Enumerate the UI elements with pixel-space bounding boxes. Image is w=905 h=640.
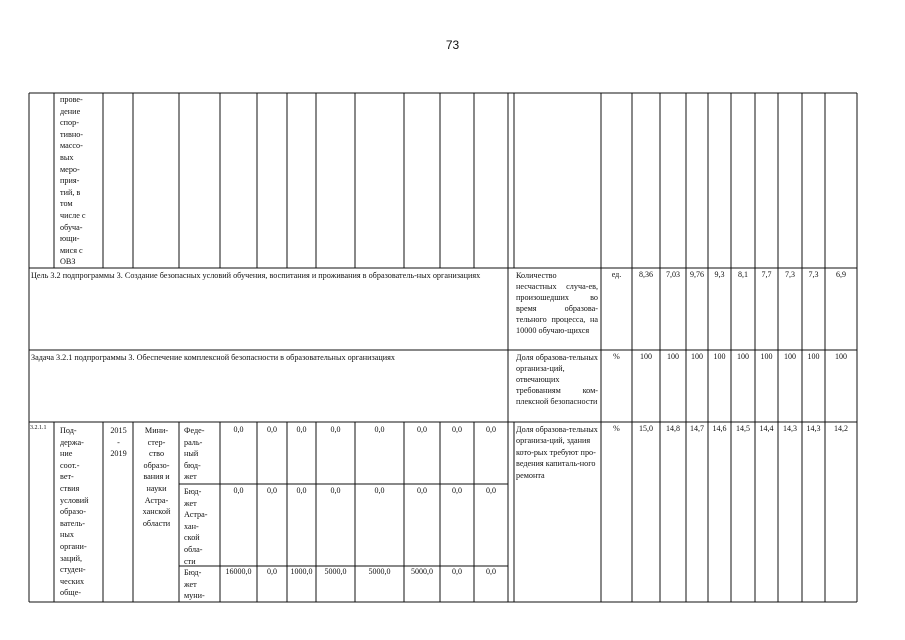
- measure-value-cell: 14,7: [690, 424, 704, 433]
- goal-value-cell: 7,3: [785, 270, 795, 279]
- measure-code: 3.2.1.1: [30, 425, 47, 431]
- funding-value-cell: 0,0: [374, 486, 385, 495]
- funding-value-cell: 1000,0: [290, 567, 313, 576]
- measure-value-cell: 14,4: [759, 424, 774, 433]
- funding-value-cell: 0,0: [267, 425, 277, 434]
- goal-value-cell: 9,3: [714, 270, 725, 279]
- task-value-cell: 100: [640, 352, 652, 361]
- funding-value-cell: 0,0: [486, 567, 496, 576]
- task-unit: %: [613, 352, 620, 361]
- funding-value-cell: 0,0: [233, 425, 244, 434]
- task-value-cell: 100: [807, 352, 820, 361]
- task-text: Задача 3.2.1 подпрограммы 3. Обеспечение комплексной безопасности в образовательных организациях: [31, 353, 396, 362]
- source-municipal: Бюд- жет муни-: [184, 568, 205, 601]
- funding-value-cell: 0,0: [267, 567, 277, 576]
- goal-value-cell: 8,36: [639, 270, 653, 279]
- task-value-cell: 100: [691, 352, 703, 361]
- goal-indicator: Количество несчастных случа-ев, произошедших во время образова-тельного процесса, на 10000 обучаю-щихся: [516, 271, 598, 335]
- goal-value-cell: 8,1: [738, 270, 748, 279]
- funding-value-cell: 0,0: [452, 486, 462, 495]
- goal-unit: ед.: [611, 270, 622, 279]
- measure-value-cell: 14,3: [806, 424, 821, 433]
- task-value-cell: 100: [667, 352, 679, 361]
- funding-value-cell: 0,0: [267, 486, 277, 495]
- task-value-cell: 100: [760, 352, 773, 361]
- goal-value-cell: 9,76: [690, 270, 704, 279]
- goal-value-cell: 7,03: [666, 270, 680, 279]
- measure-indicator: Доля образова-тельных организа-ций, здания кото-рых требуют про-ведения капиталь-ного ремонта: [516, 425, 598, 480]
- funding-value-cell: 0,0: [374, 425, 385, 434]
- task-value-cell: 100: [784, 352, 796, 361]
- funding-value-cell: 0,0: [330, 486, 341, 495]
- measure-value-cell: 14,3: [783, 424, 797, 433]
- measure-period: 2015 - 2019: [110, 426, 127, 459]
- funding-value-cell: 0,0: [330, 425, 341, 434]
- activity-text: прове- дение спор- тивно- массо- вых меро- прия- тий, в том числе с обуча- ющи- мися с ОВЗ: [60, 95, 86, 267]
- task-indicator: Доля образова-тельных организа-ций, отвечающих требованиям ком-плексной безопасности: [516, 353, 598, 406]
- funding-value-cell: 0,0: [417, 425, 427, 434]
- task-value-cell: 100: [835, 352, 847, 361]
- goal-text: Цель 3.2 подпрограммы 3. Создание безопасных условий обучения, воспитания и проживания в образователь-ных организациях: [31, 271, 481, 280]
- measure-unit: %: [613, 424, 620, 433]
- measure-value-cell: 14,8: [666, 424, 680, 433]
- source-regional: Бюд- жет Астра- хан- ской обла- сти: [184, 487, 208, 566]
- measure-value-cell: 14,5: [736, 424, 750, 433]
- funding-value-cell: 5000,0: [368, 567, 391, 576]
- task-value-cell: 100: [713, 352, 726, 361]
- funding-value-cell: 0,0: [417, 486, 427, 495]
- measure-value-cell: 14,6: [712, 424, 727, 433]
- goal-value-cell: 7,3: [808, 270, 819, 279]
- measure-value-cell: 15,0: [639, 424, 653, 433]
- funding-value-cell: 5000,0: [324, 567, 347, 576]
- funding-value-cell: 0,0: [296, 425, 307, 434]
- funding-value-cell: 0,0: [486, 425, 496, 434]
- funding-value-cell: 0,0: [452, 567, 462, 576]
- source-federal: Феде- раль- ный бюд- жет: [184, 426, 205, 482]
- funding-value-cell: 16000,0: [225, 567, 252, 576]
- funding-value-cell: 5000,0: [411, 567, 433, 576]
- funding-value-cell: 0,0: [486, 486, 496, 495]
- funding-value-cell: 0,0: [296, 486, 307, 495]
- page-number: 73: [445, 38, 460, 52]
- measure-value-cell: 14,2: [834, 424, 848, 433]
- measure-name: Под- держа- ние соот.- вет- ствия условий образо- ватель- ных органи- заций, студен- ческих обще-: [60, 426, 89, 598]
- funding-value-cell: 0,0: [233, 486, 244, 495]
- goal-value-cell: 6,9: [836, 270, 846, 279]
- task-value-cell: 100: [737, 352, 749, 361]
- goal-value-cell: 7,7: [761, 270, 772, 279]
- measure-executor: Мини- стер- ство образо- вания и науки Астра- ханской области: [142, 426, 171, 528]
- funding-value-cell: 0,0: [452, 425, 462, 434]
